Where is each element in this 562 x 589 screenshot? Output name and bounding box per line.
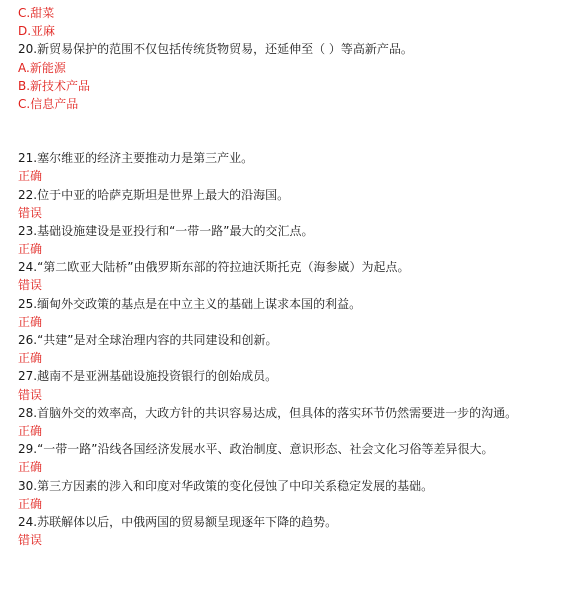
option-c: C.甜菜	[18, 6, 55, 20]
spacer	[18, 113, 548, 149]
answer-26: 正确	[18, 351, 43, 366]
option-c: C.信息产品	[18, 96, 79, 111]
answer-30: 正确	[18, 496, 43, 511]
answer-21: 正确	[18, 169, 43, 184]
answer-23: 正确	[18, 242, 43, 257]
answer-24b: 错误	[18, 533, 43, 548]
question-24a: 24.“第二欧亚大陆桥”由俄罗斯东部的符拉迪沃斯托克（海参崴）为起点。	[18, 260, 410, 275]
answer-28: 正确	[18, 423, 43, 438]
question-25: 25.缅甸外交政策的基点是在中立主义的基础上谋求本国的利益。	[18, 296, 362, 311]
question-28: 28.首脑外交的效率高，大政方针的共识容易达成，但具体的落实环节仍然需要进一步的沟通。	[18, 405, 518, 420]
answer-24a: 错误	[18, 278, 43, 293]
document-page	[18, 4, 548, 549]
answer-22: 错误	[18, 205, 43, 220]
question-20: 20.新贸易保护的范围不仅包括传统货物贸易，还延伸至（ ）等高新产品。	[18, 42, 413, 57]
answer-29: 正确	[18, 460, 43, 475]
question-30: 30.第三方因素的涉入和印度对华政策的变化侵蚀了中印关系稳定发展的基础。	[18, 478, 434, 493]
answer-27: 错误	[18, 387, 43, 402]
question-26: 26.“共建”是对全球治理内容的共同建设和创新。	[18, 333, 278, 347]
question-23: 23.基础设施建设是亚投行和“一带一路”最大的交汇点。	[18, 223, 314, 238]
answer-25: 正确	[18, 314, 43, 329]
option-d: D.亚麻	[18, 24, 56, 39]
option-a: A.新能源	[18, 60, 66, 75]
question-27: 27.越南不是亚洲基础设施投资银行的创始成员。	[18, 369, 278, 384]
question-21: 21.塞尔维亚的经济主要推动力是第三产业。	[18, 151, 254, 166]
question-22: 22.位于中亚的哈萨克斯坦是世界上最大的沿海国。	[18, 187, 290, 202]
question-24b: 24.苏联解体以后，中俄两国的贸易额呈现逐年下降的趋势。	[18, 514, 338, 529]
option-b: B.新技术产品	[18, 78, 91, 93]
question-29: 29.“一带一路”沿线各国经济发展水平、政治制度、意识形态、社会文化习俗等差异很大。	[18, 442, 494, 457]
